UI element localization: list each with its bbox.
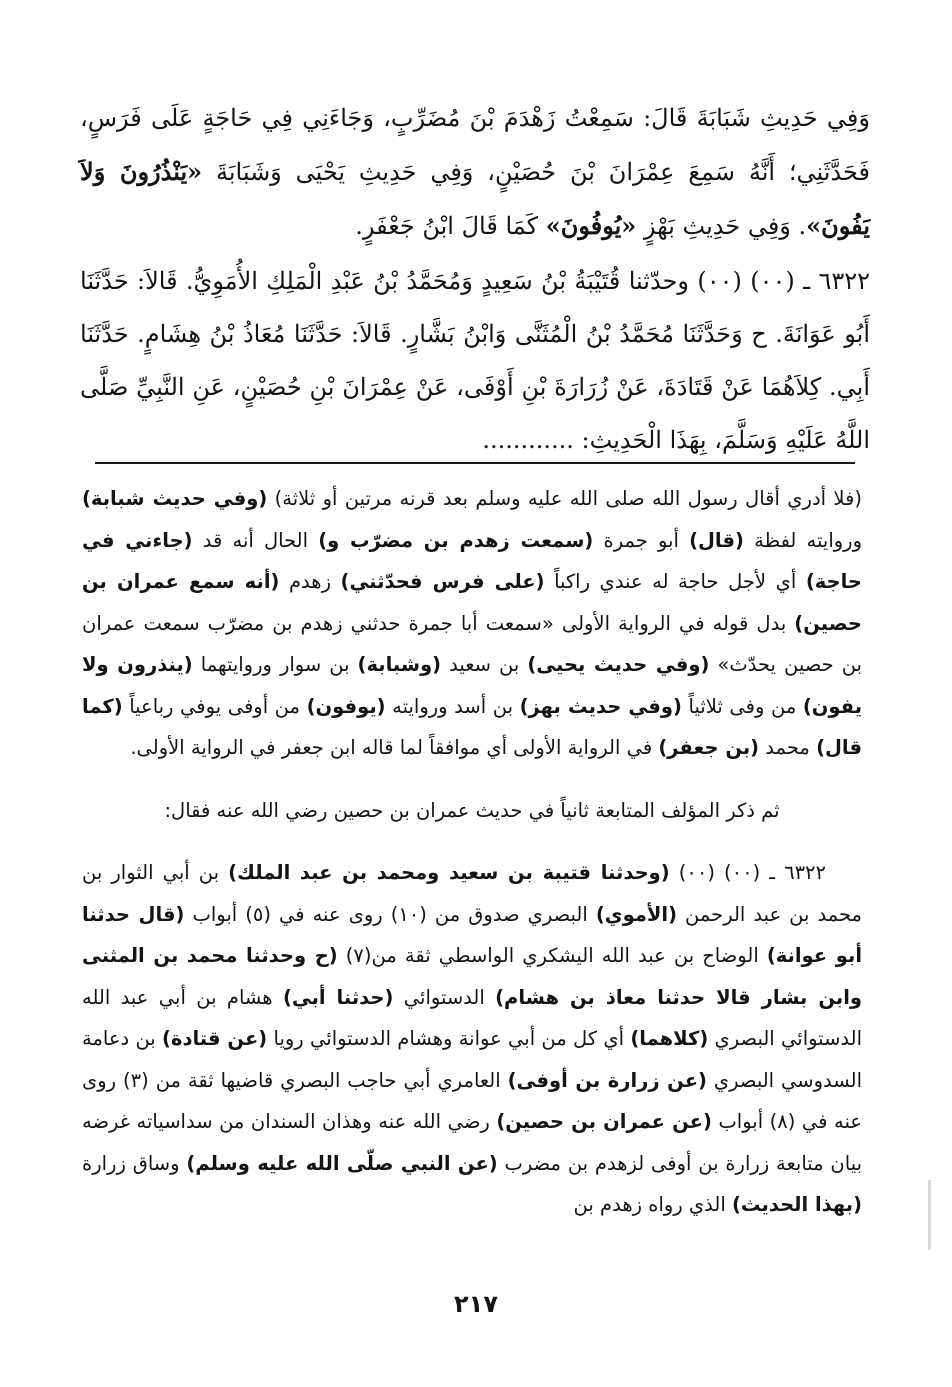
scan-edge-mark [928,1180,931,1250]
bold-text-run: (الأموي) [595,902,678,926]
bold-text-run: «يَنْذُرُونَ وَلاَ يَفُونَ» [80,157,870,240]
text-run: وروايته لفظة [743,528,862,552]
hadith-text [80,92,870,467]
bold-text-run: «يُوفُونَ» [545,211,637,240]
text-run: أي لأجل حاجة له عندي راكباً [544,570,806,593]
bold-text-run: (كما قال) [82,694,862,759]
text-run: الذي رواه زهدم بن [573,1193,732,1216]
commentary-paragraph [82,852,862,1226]
text-run: أي كل من أبي عوانة وهشام الدستوائي رويا [267,1027,631,1050]
bold-text-run: (قال حدثنا أبو عوانة) [82,902,862,967]
hadith-paragraph [80,92,870,253]
text-run: (فلا أدري أقال رسول الله صلى الله عليه وسلم بعد قرنه مرتين أو ثلاثة) [267,487,862,510]
text-run: كَمَا قَالَ ابْنُ جَعْفَرٍ. [355,212,546,240]
bold-text-run: (على فرس فحدّثني) [340,570,545,593]
bold-text-run: (جاءني في حاجة) [82,528,862,593]
commentary [82,478,862,1226]
text-run: بن أسد وروايته [385,694,520,718]
text-run: الدستوائي [393,985,496,1009]
text-run: البصري صدوق من (١٠) روى عنه في (٥) أبواب [184,902,596,926]
bold-text-run: (قال) [689,528,744,552]
bold-text-run: (سمعت زهدم بن مضرّب و) [318,528,594,552]
text-run: . وَفِي حَدِيثِ بَهْزٍ [636,212,807,240]
commentary-intro: ثم ذكر المؤلف المتابعة ثانياً في حديث عمران بن حصين رضي الله عنه فقال: [164,798,780,822]
text-run: بدل قوله في الرواية الأولى «سمعت أبا جمرة حدثني زهدم بن مضرّب سمعت عمران بن حصين يحدّث» [82,611,862,676]
text-run: بن سعيد [441,653,528,676]
text-run: من أوفى يوفي رباعياً [122,694,307,718]
text-run: الوضاح بن عبد الله اليشكري الواسطي ثقة من(٧) [337,944,767,967]
bold-text-run: (وفي حديث يحيى) [527,653,710,676]
text-run: أبو جمرة [593,528,690,552]
text-run: العامري أبي حاجب البصري قاضيها ثقة من (٣) روى عنه في (٨) أبواب [82,1068,862,1133]
text-run: محمد [759,736,817,759]
text-run: هشام بن أبي عبد الله الدستوائي البصري [82,985,863,1050]
bold-text-run: (عن عمران بن حصين) [496,1110,712,1133]
bold-text-run: (عن قتادة) [162,1027,268,1050]
text-run: وَفِي حَدِيثِ شَبَابَةَ قَالَ: سَمِعْتُ زَهْدَمَ بْنَ مُضَرِّبٍ، وَجَاءَنِي فِي حَاجَةٍ عَلَى فَرَسٍ، فَحَدَّثَنِي؛ أَنَّهُ سَمِعَ عِمْرَانَ بْنَ حُصَيْنٍ، وَفِي حَدِيثِ يَحْيَى وَشَبَابَةَ [80,104,870,186]
footnote-divider [95,462,855,464]
text-run: بن سوار وروايتهما [192,653,358,676]
text-run: رضي الله عنه وهذان السندان من سداسياته غرضه بيان متابعة زرارة بن أوفى لزهدم بن مضرب [82,1110,862,1175]
bold-text-run: (وفي حديث شبابة) [82,487,268,510]
bold-text-run: (ينذرون ولا يفون) [82,653,863,718]
bold-text-run: (بهذا الحديث) [731,1193,862,1216]
page-number: ٢١٧ [454,1290,498,1318]
bold-text-run: (وحدثنا قتيبة بن سعيد ومحمد بن عبد الملك) [228,861,670,884]
text-run: ٦٣٢٢ ـ (٠٠) (٠٠) [669,861,827,884]
ellipsis-dots: ............ [482,426,574,454]
text-run: من وفى ثلاثياً [681,694,803,718]
text-run: الحال أنه قد [192,528,319,552]
text-run: وساق زرارة [82,1151,187,1175]
bold-text-run: (كلاهما) [630,1027,709,1050]
bold-text-run: (عن النبي صلّى الله عليه وسلم) [186,1151,498,1175]
text-run: بن دعامة السدوسي البصري [82,1027,863,1092]
bold-text-run: (حدثنا أبي) [282,985,394,1009]
bold-text-run: (يوفون) [306,694,386,718]
bold-text-run: (بن جعفر) [658,736,760,759]
text-run: ٦٣٢٢ ـ (٠٠) (٠٠) وحدّثنا قُتَيْبَةُ بْنُ سَعِيدٍ وَمُحَمَّدُ بْنُ عَبْدِ الْمَلِكِ الأُمَوِيُّ. قَالاَ: حَدَّثَنَا أَبُو عَوَانَةَ. ح وَحَدَّثَنَا مُحَمَّدُ بْنُ الْمُثَنَّى وَابْنُ بَشَّارٍ. قَالاَ: حَدَّثَنَا مُعَاذُ بْنُ هِشَامٍ. حَدَّثَنَا أَبِي. كِلاَهُمَا عَنْ قَتَادَةَ، عَنْ زُرَارَةَ بْنِ أَوْفَى، عَنْ عِمْرَانَ بْنِ حُصَيْنٍ، عَنِ النَّبِيِّ صَلَّى اللَّهُ عَلَيْهِ وَسَلَّمَ، بِهَذَا الْحَدِيثِ: [80,267,870,454]
bold-text-run: (أنه سمع عمران بن حصين) [82,570,862,635]
commentary-paragraph [82,478,862,769]
text-run: في الرواية الأولى أي موافقاً لما قاله ابن جعفر في الرواية الأولى. [130,736,659,759]
bold-text-run: (عن زرارة بن أوفى) [507,1068,707,1092]
text-run: زهدم [279,570,341,593]
hadith-paragraph [80,255,870,467]
bold-text-run: (ح وحدثنا محمد بن المثنى وابن بشار قالا حدثنا معاذ بن هشام) [82,944,862,1009]
bold-text-run: (وشبابة) [357,653,442,676]
bold-text-run: (وفي حديث بهز) [519,694,682,718]
text-run: بن أبي الثوار بن محمد بن عبد الرحمن [82,861,862,926]
